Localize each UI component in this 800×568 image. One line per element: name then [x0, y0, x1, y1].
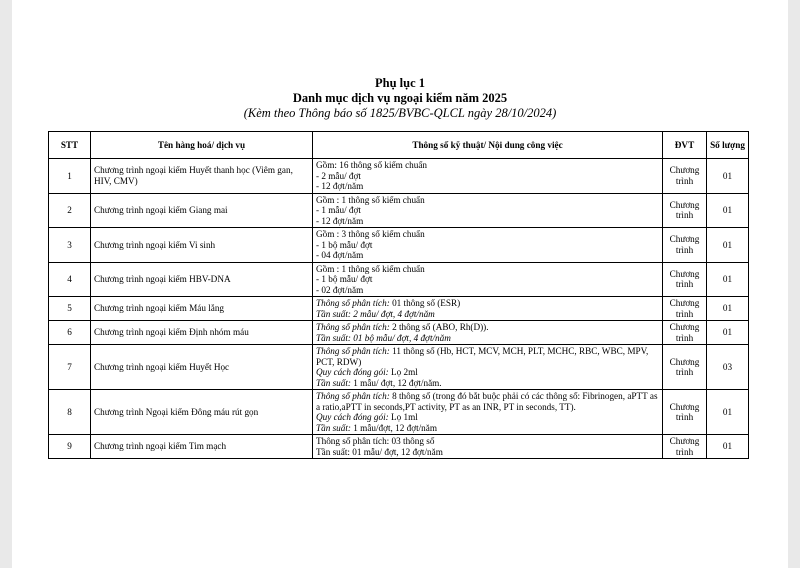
spec-line — [316, 195, 659, 206]
spec-text: 2 thông số (ABO, Rh(D)). — [389, 322, 489, 332]
row-unit: Chương trình — [663, 159, 707, 194]
row-service-name: Chương trình ngoại kiểm Vi sinh — [91, 228, 313, 263]
spec-text: 1 mẫu/ đợt, 12 đợt/năm. — [350, 377, 442, 388]
row-unit: Chương trình — [663, 262, 707, 297]
row-quantity: 01 — [707, 159, 749, 194]
row-service-name: Chương trình ngoại kiểm Định nhóm máu — [91, 321, 313, 345]
row-service-name: Chương trình ngoại kiểm Giang mai — [91, 193, 313, 228]
row-spec — [313, 321, 663, 345]
spec-text: - 02 đợt/năm — [316, 284, 364, 295]
spec-line — [316, 378, 659, 389]
row-quantity: 01 — [707, 435, 749, 459]
spec-text: - 12 đợt/năm — [316, 215, 364, 226]
spec-line — [316, 322, 659, 333]
table-row — [49, 345, 749, 390]
table-row — [49, 435, 749, 459]
spec-text: Lọ 1ml — [388, 412, 418, 422]
spec-text: - 1 mẫu/ đợt — [316, 205, 361, 215]
spec-text: 01 thông số (ESR) — [389, 298, 461, 308]
spec-text: - 2 mẫu/ đợt — [316, 170, 361, 181]
row-service-name: Chương trình ngoại kiểm Huyết Học — [91, 345, 313, 390]
spec-line — [316, 171, 659, 182]
spec-line — [316, 333, 659, 344]
spec-text: Lọ 2ml — [388, 367, 418, 377]
table-row — [49, 321, 749, 345]
document-header — [12, 76, 788, 121]
col-header-unit: ĐVT — [663, 132, 707, 159]
spec-label: Thông số phân tích: — [316, 346, 390, 356]
row-stt: 7 — [49, 345, 91, 390]
spec-line — [316, 274, 659, 285]
row-spec — [313, 193, 663, 228]
spec-text: 11 thông số (Hb, HCT, MCV, MCH, PLT, MCHC, RBC, WBC, MPV, PCT, RDW) — [316, 346, 649, 367]
row-stt: 2 — [49, 193, 91, 228]
spec-line — [316, 412, 659, 423]
row-spec — [313, 228, 663, 263]
spec-text: Gồm : 3 thông số kiểm chuẩn — [316, 229, 425, 239]
spec-line — [316, 181, 659, 192]
spec-line — [316, 298, 659, 309]
row-service-name: Chương trình ngoại kiểm Huyết thanh học (Viêm gan, HIV, CMV) — [91, 159, 313, 194]
spec-line — [316, 436, 659, 447]
row-quantity: 03 — [707, 345, 749, 390]
appendix-title: Phụ lục 1 — [374, 76, 425, 90]
spec-line — [316, 240, 659, 251]
spec-label: Quy cách đóng gói: — [316, 367, 389, 377]
spec-line — [316, 264, 659, 275]
row-spec — [313, 262, 663, 297]
spec-line — [316, 160, 659, 171]
row-service-name: Chương trình ngoại kiểm Máu lắng — [91, 297, 313, 321]
list-title: Danh mục dịch vụ ngoại kiểm năm 2025 — [292, 91, 508, 105]
table-row — [49, 228, 749, 263]
row-spec — [313, 297, 663, 321]
spec-label: Tần suất: — [316, 332, 351, 343]
spec-text: - 04 đợt/năm — [316, 250, 364, 260]
row-quantity: 01 — [707, 390, 749, 435]
row-quantity: 01 — [707, 228, 749, 263]
row-stt: 6 — [49, 321, 91, 345]
spec-text: - 1 bộ mẫu/ đợt — [316, 239, 373, 250]
row-spec — [313, 159, 663, 194]
table-row — [49, 390, 749, 435]
table-header-row — [49, 132, 749, 159]
table-row — [49, 193, 749, 228]
spec-text: 01 bộ mẫu/ đợt, 4 đợt/năm — [350, 332, 451, 343]
row-stt: 5 — [49, 297, 91, 321]
spec-line — [316, 309, 659, 320]
spec-label: Thông số phân tích: — [316, 322, 390, 332]
spec-line — [316, 229, 659, 240]
row-stt: 9 — [49, 435, 91, 459]
row-unit: Chương trình — [663, 228, 707, 263]
row-unit: Chương trình — [663, 321, 707, 345]
spec-text: Gồm : 1 thông số kiểm chuẩn — [316, 194, 425, 205]
row-unit: Chương trình — [663, 345, 707, 390]
spec-text: - 12 đợt/năm — [316, 181, 364, 191]
spec-text: - 1 bộ mẫu/ đợt — [316, 274, 373, 284]
row-quantity: 01 — [707, 321, 749, 345]
spec-line — [316, 391, 659, 412]
spec-label: Tần suất: — [316, 422, 351, 433]
document-page — [12, 0, 788, 568]
col-header-stt: STT — [49, 132, 91, 159]
spec-label: Tần suất: — [316, 308, 351, 319]
spec-label: Thông số phân tích: — [316, 391, 390, 401]
row-stt: 3 — [49, 228, 91, 263]
spec-line — [316, 367, 659, 378]
spec-line — [316, 250, 659, 261]
spec-label: Tần suất: — [316, 377, 351, 388]
spec-line — [316, 423, 659, 434]
row-stt: 1 — [49, 159, 91, 194]
spec-label: Quy cách đóng gói: — [316, 412, 389, 422]
table-row — [49, 262, 749, 297]
row-service-name: Chương trình Ngoại kiểm Đông máu rút gọn — [91, 390, 313, 435]
col-header-name: Tên hàng hoá/ dịch vụ — [91, 132, 313, 159]
row-unit: Chương trình — [663, 297, 707, 321]
row-service-name: Chương trình ngoại kiểm Tim mạch — [91, 435, 313, 459]
spec-line — [316, 205, 659, 216]
spec-text: 1 mẫu/đợt, 12 đợt/năm — [350, 422, 438, 433]
spec-line — [316, 216, 659, 227]
row-stt: 4 — [49, 262, 91, 297]
service-table — [48, 131, 749, 459]
spec-text: Gồm : 1 thông số kiểm chuẩn — [316, 263, 425, 274]
spec-text: Tần suất: 01 mẫu/ đợt, 12 đợt/năm — [316, 446, 443, 457]
spec-text: Thông số phân tích: 03 thông số — [316, 436, 435, 446]
spec-label: Thông số phân tích: — [316, 298, 390, 308]
spec-text: 2 mẫu/ đợt, 4 đợt/năm — [350, 308, 435, 319]
table-row — [49, 159, 749, 194]
row-spec — [313, 390, 663, 435]
spec-text: 8 thông số (trong đó bắt buộc phải có các thông số: Fibrinogen, aPTT as a ratio,aPTT in seconds,PT activity, PT as an INR, PT in seconds, TT). — [316, 391, 658, 412]
row-quantity: 01 — [707, 262, 749, 297]
row-unit: Chương trình — [663, 390, 707, 435]
row-unit: Chương trình — [663, 193, 707, 228]
spec-line — [316, 447, 659, 458]
reference-note: (Kèm theo Thông báo số 1825/BVBC-QLCL ngày 28/10/2024) — [243, 106, 557, 120]
col-header-qty: Số lượng — [707, 132, 749, 159]
row-unit: Chương trình — [663, 435, 707, 459]
table-row — [49, 297, 749, 321]
row-service-name: Chương trình ngoại kiểm HBV-DNA — [91, 262, 313, 297]
row-stt: 8 — [49, 390, 91, 435]
col-header-spec: Thông số kỹ thuật/ Nội dung công việc — [313, 132, 663, 159]
row-spec — [313, 345, 663, 390]
spec-line — [316, 346, 659, 367]
row-quantity: 01 — [707, 297, 749, 321]
spec-text: Gồm: 16 thông số kiểm chuẩn — [316, 160, 428, 170]
row-quantity: 01 — [707, 193, 749, 228]
row-spec — [313, 435, 663, 459]
spec-line — [316, 285, 659, 296]
